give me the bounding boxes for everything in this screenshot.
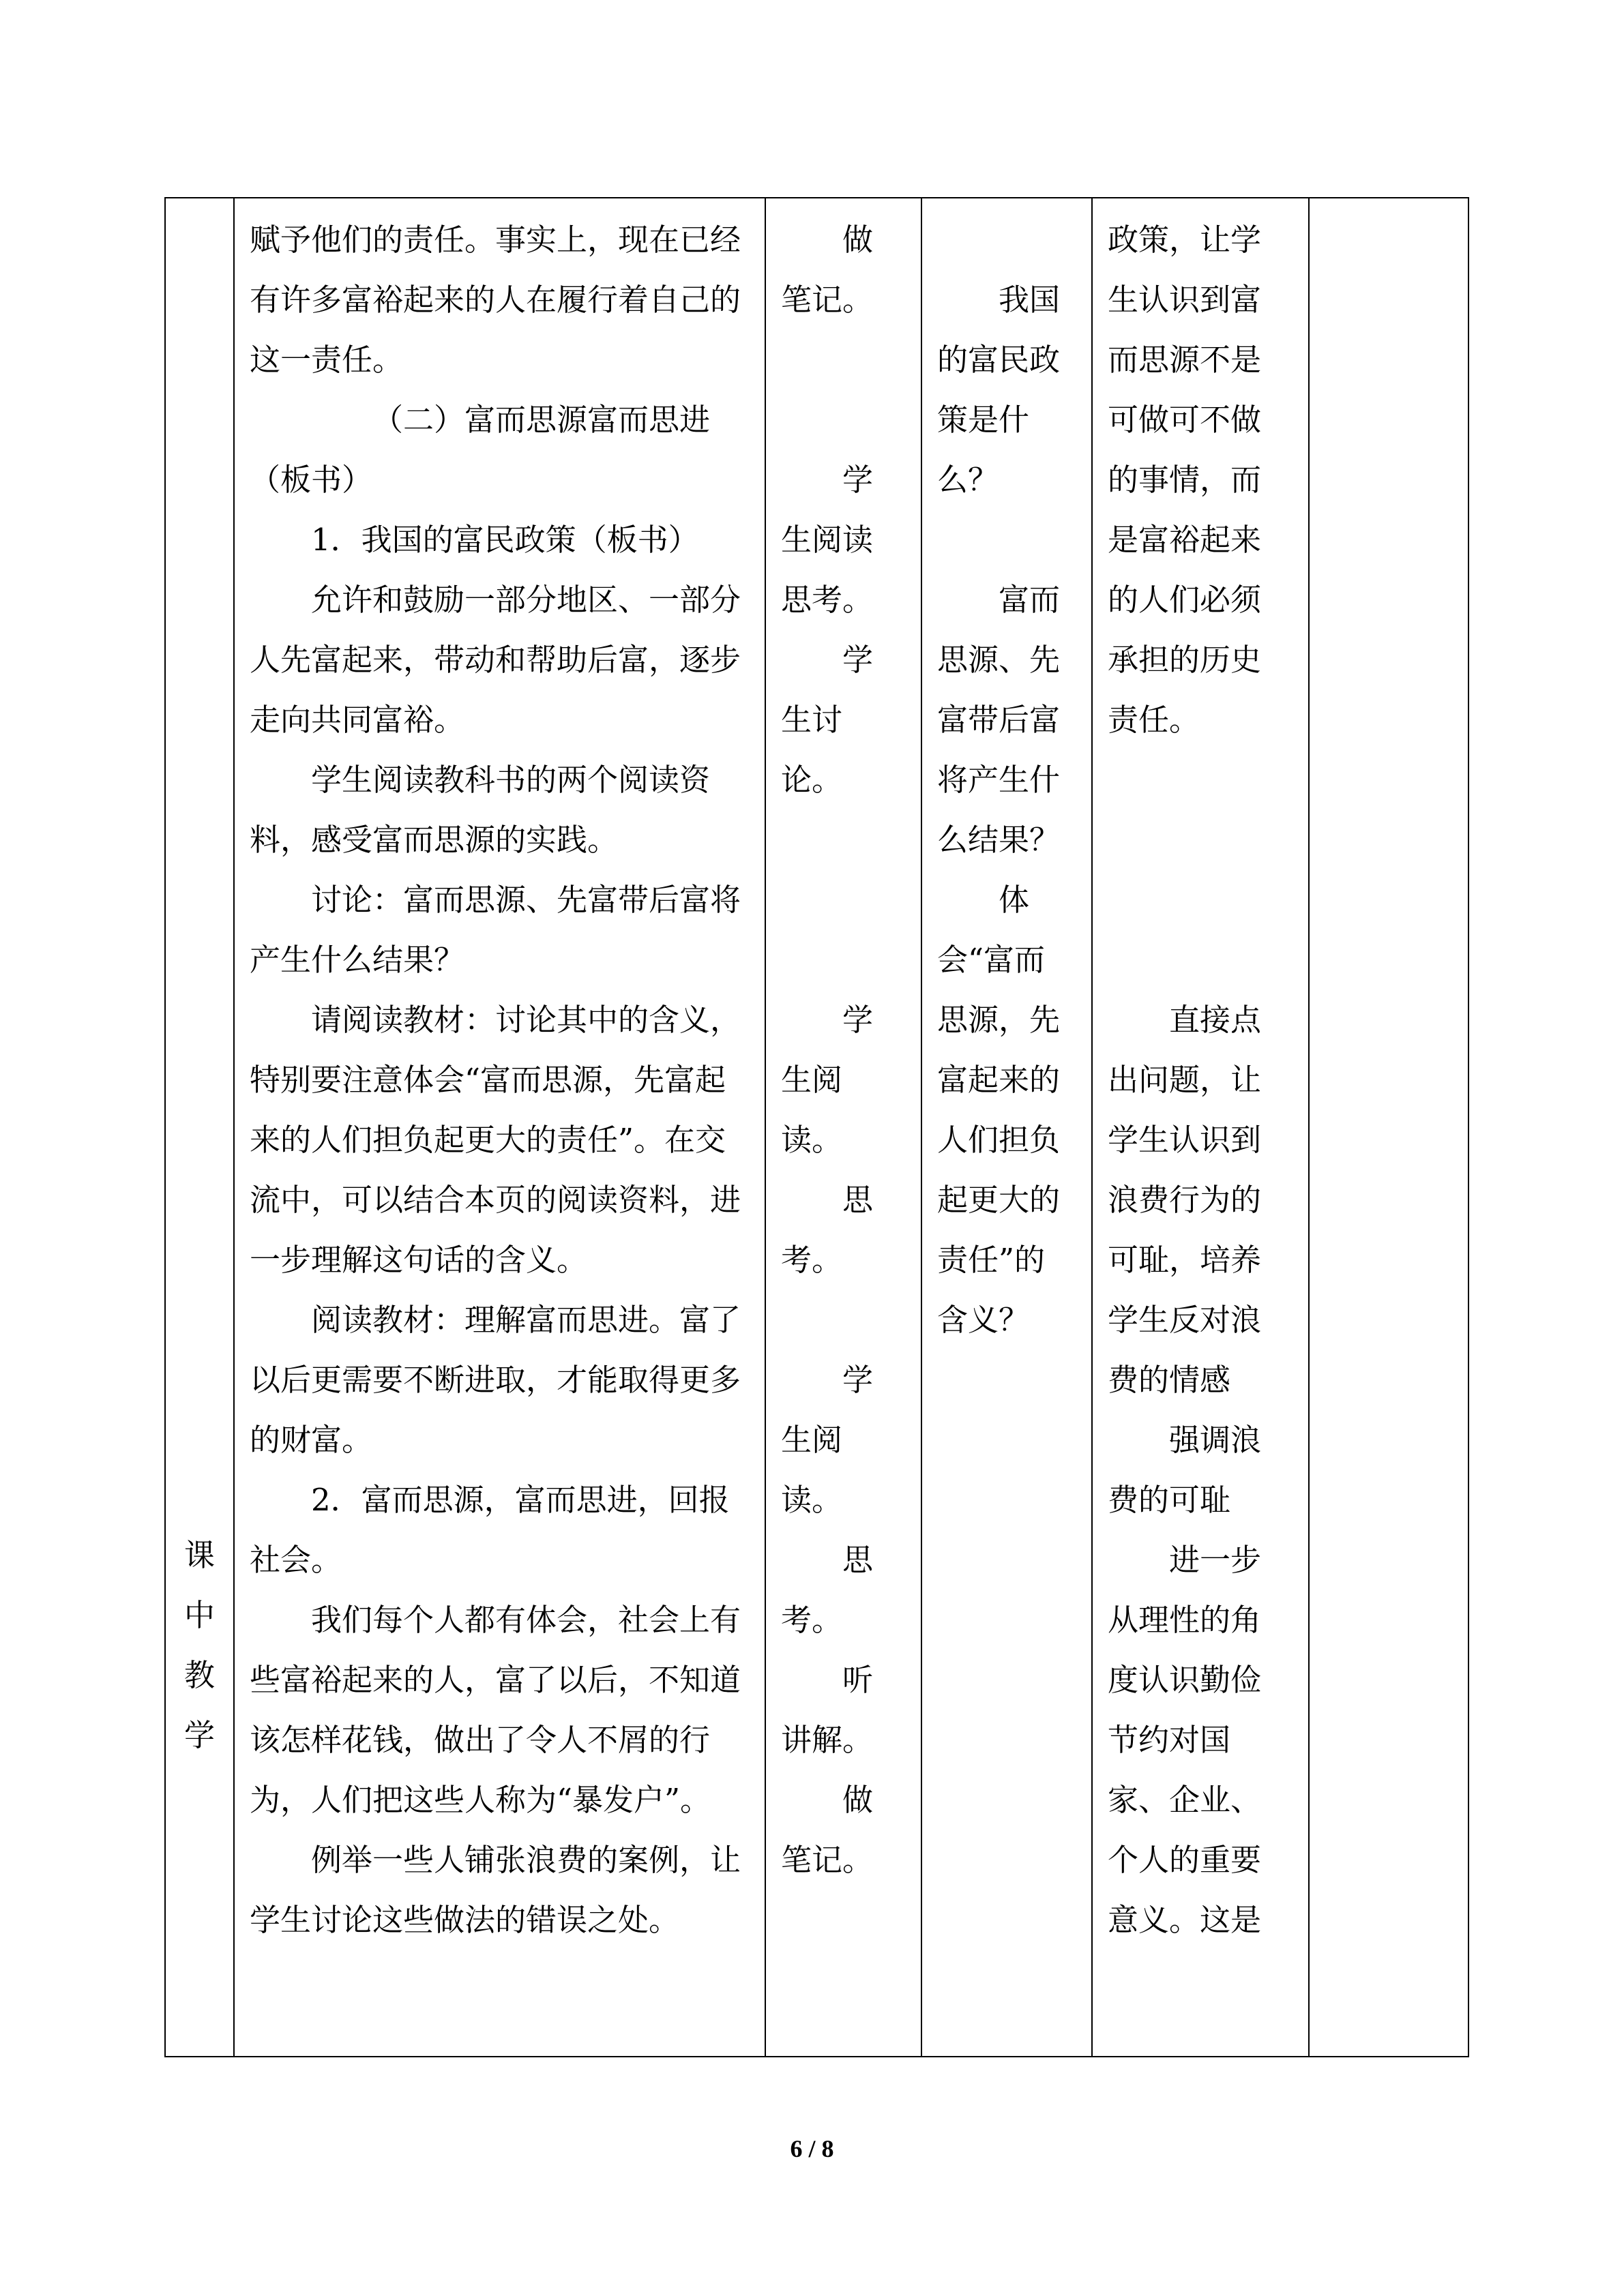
student-activity: 思考。 <box>781 1182 874 1278</box>
content-heading: 1．我国的富民政策（板书） <box>311 522 699 558</box>
content-paragraph: 允许和鼓励一部分地区、一部分人先富起来，带动和帮助后富，逐步走向共同富裕。 <box>250 582 741 738</box>
guiding-question: 我国的富民政策是什么？ <box>937 282 1061 498</box>
design-purposes <box>1093 198 1308 1950</box>
purpose-text: 强调浪费的可耻 <box>1108 1422 1262 1518</box>
purpose-text: 政策，让学生认识到富而思源不是可做可不做的事情，而是富裕起来的人们必须承担的历史责任。 <box>1108 222 1262 738</box>
purpose-cell <box>1092 198 1309 2057</box>
purpose-text: 直接点出问题，让学生认识到浪费行为的可耻，培养学生反对浪费的情感 <box>1108 1002 1262 1398</box>
student-activity: 做笔记。 <box>781 1782 874 1878</box>
content-paragraph: 阅读教材：理解富而思进。富了以后更需要不断进取，才能取得更多的财富。 <box>250 1302 741 1458</box>
content-cell <box>234 198 765 2057</box>
content-paragraph: 讨论：富而思源、先富带后富将产生什么结果？ <box>250 882 741 978</box>
teaching-content <box>235 198 765 1950</box>
purpose-text: 进一步从理性的角度认识勤俭节约对国家、企业、个人的重要意义。这是 <box>1108 1542 1262 1938</box>
table-row <box>165 198 1468 2057</box>
content-paragraph: 学生阅读教科书的两个阅读资料，感受富而思源的实践。 <box>250 762 711 858</box>
lesson-plan-table <box>164 197 1469 2057</box>
section-label-char: 课 <box>183 1537 215 1573</box>
guiding-question: 体会“富而思源，先富起来的人们担负起更大的责任”的含义？ <box>937 882 1061 1338</box>
student-activity: 思考。 <box>781 1542 874 1638</box>
content-paragraph: 我们每个人都有体会，社会上有些富裕起来的人，富了以后，不知道该怎样花钱，做出了令人不屑的行为，人们把这些人称为“暴发户”。 <box>250 1602 741 1818</box>
student-activities <box>766 198 921 1890</box>
section-label-char: 教 <box>183 1657 215 1693</box>
content-paragraph: 请阅读教材：讨论其中的含义，特别要注意体会“富而思源，先富起来的人们担负起更大的责任”。在交流中，可以结合本页的阅读资料，进一步理解这句话的含义。 <box>250 1002 741 1278</box>
student-activity: 学生阅读。 <box>781 1002 874 1158</box>
content-paragraph: 例举一些人铺张浪费的案例，让学生讨论这些做法的错误之处。 <box>250 1842 741 1938</box>
page-number: 6 / 8 <box>790 2135 834 2162</box>
student-activity: 学生阅读思考。 <box>781 462 874 618</box>
question-cell <box>921 198 1092 2057</box>
guiding-questions <box>922 198 1091 1350</box>
section-label-char: 学 <box>183 1717 215 1753</box>
student-activity: 做笔记。 <box>781 222 874 318</box>
section-cell <box>165 198 234 2057</box>
section-label-char: 中 <box>183 1597 215 1633</box>
notes-cell <box>1309 198 1468 2057</box>
content-heading: 2．富而思源，富而思进，回报社会。 <box>250 1482 730 1578</box>
content-paragraph: 赋予他们的责任。事实上，现在已经有许多富裕起来的人在履行着自己的这一责任。 <box>250 222 741 378</box>
content-heading: （二）富而思源富而思进（板书） <box>250 402 711 498</box>
student-activity: 学生阅读。 <box>781 1362 874 1518</box>
student-activity: 听讲解。 <box>781 1662 874 1758</box>
student-activity: 学生讨论。 <box>781 642 874 798</box>
section-label <box>166 489 233 1765</box>
student-activity-cell <box>765 198 921 2057</box>
guiding-question: 富而思源、先富带后富将产生什么结果？ <box>937 582 1061 858</box>
